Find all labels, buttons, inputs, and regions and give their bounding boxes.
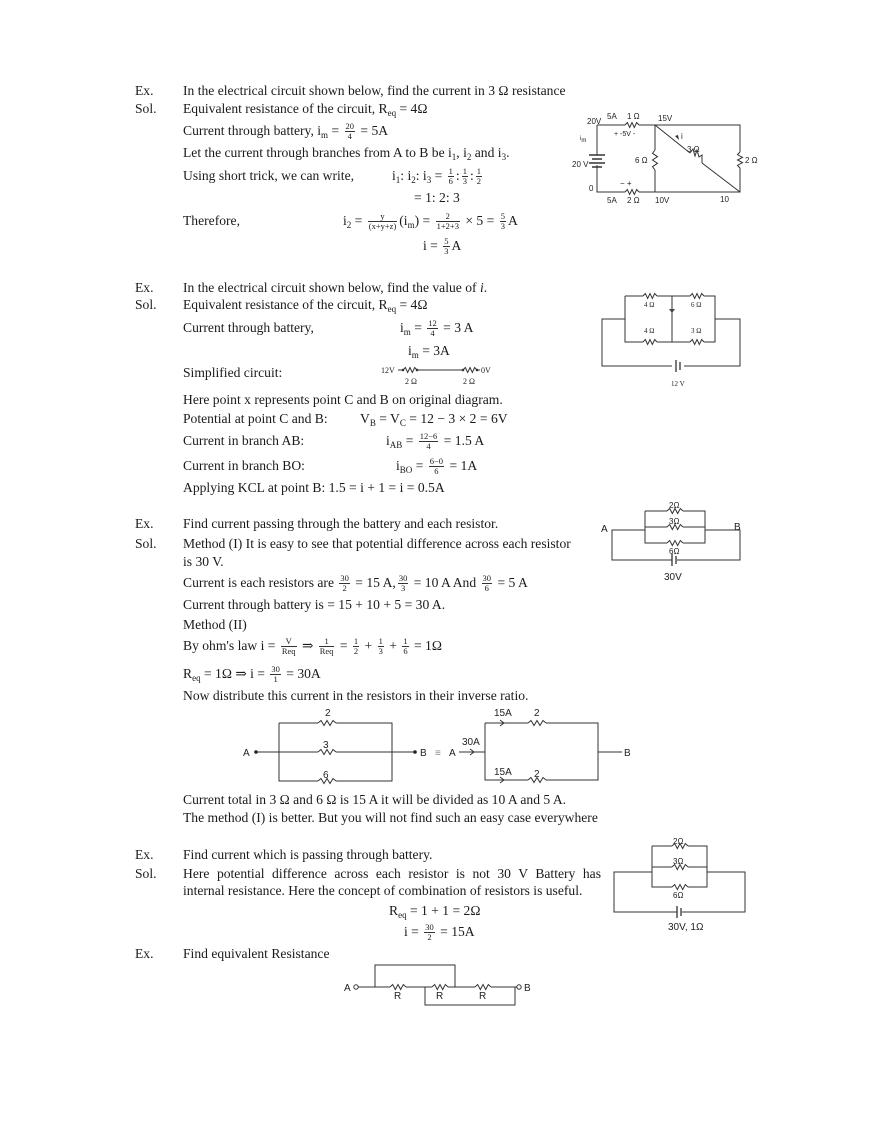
ex-label: Ex.: [135, 516, 154, 531]
sol3-line: [183, 809, 598, 827]
numerator: 12−6: [419, 431, 438, 442]
numerator: 30: [482, 573, 492, 584]
subscript: 1: [395, 175, 401, 185]
resistor-symbol: [318, 721, 336, 726]
denominator: 3: [378, 646, 383, 657]
label: 0: [589, 184, 594, 193]
label: 10V: [655, 196, 670, 205]
denominator: 2: [353, 646, 359, 657]
label: 10: [720, 195, 729, 204]
text-run: Current is each resistors are: [183, 575, 338, 590]
italic-var: i: [479, 280, 484, 295]
sol2-line: [183, 319, 314, 337]
denominator: 6: [403, 646, 408, 657]
resistor-symbol: [318, 750, 336, 755]
resistor-symbol: [667, 509, 683, 514]
sol2-math: [386, 432, 484, 450]
denominator: 3: [444, 246, 449, 257]
resistor-symbol: [625, 123, 639, 128]
denominator: 2: [476, 176, 481, 187]
sol1-line: [183, 122, 388, 140]
text-run: Method (II): [183, 617, 247, 632]
subscript: BO: [399, 465, 413, 475]
label: 6: [323, 770, 329, 781]
subscript: m: [321, 130, 329, 140]
sol2-line: [183, 479, 445, 497]
text-run: +: [361, 638, 376, 653]
numerator: V: [281, 637, 297, 647]
numerator: 1: [353, 636, 359, 647]
fraction: [378, 637, 384, 656]
question-5: [183, 945, 329, 963]
fraction: [424, 923, 435, 942]
resistor-symbol: [667, 541, 683, 546]
label: 3 Ω: [687, 145, 700, 154]
numerator: 20: [345, 121, 355, 132]
numerator: 12: [428, 318, 437, 329]
text-run: = 1: 2: 3: [414, 190, 460, 205]
denominator: Req: [281, 646, 296, 657]
circuit-1-diagram: [572, 112, 758, 205]
text-run: Find equivalent Resistance: [183, 946, 330, 961]
denominator: 3: [500, 221, 505, 232]
denominator: 6: [434, 466, 439, 477]
text-run: = 15 A,: [351, 575, 396, 590]
sol4-line: Here potential difference across each resistor is not 30 V Battery has: [183, 866, 601, 881]
sol1-line: [183, 144, 509, 162]
sol2-math: [400, 319, 474, 337]
text-run: .: [506, 145, 510, 160]
text-run: =: [410, 320, 426, 335]
text-run: Current in branch AB:: [183, 433, 305, 448]
text-run: Method (I) It is easy to see that potential difference across each resistor: [183, 536, 571, 551]
denominator: 6: [484, 583, 489, 594]
circuit-2-diagram: [602, 294, 740, 389]
subscript: eq: [192, 673, 201, 683]
text-run: Current in branch BO:: [183, 458, 305, 473]
label: 3Ω: [669, 517, 680, 526]
label: R: [436, 991, 444, 1002]
label: 2: [534, 769, 540, 780]
numerator: 1: [378, 636, 383, 647]
fraction: [482, 574, 493, 593]
text-run: By ohm's law i =: [183, 638, 279, 653]
numerator: 1: [403, 636, 408, 647]
label: 30V: [664, 572, 682, 583]
numerator: 6−0: [429, 456, 444, 467]
text-run: i: [392, 168, 396, 183]
text-run: = 5 A: [494, 575, 528, 590]
label: 5A: [607, 196, 617, 205]
ex-label: Ex.: [135, 946, 154, 961]
question-3: [183, 515, 498, 533]
label: R: [479, 991, 487, 1002]
text-run: A: [451, 238, 462, 253]
text-run: = 1.5 A: [440, 433, 485, 448]
text-run: Find current passing through the battery and each resistor.: [183, 516, 499, 531]
text-run: Current through battery,: [183, 320, 314, 335]
denominator: 2: [342, 583, 347, 594]
circuit-5-diagram: [344, 965, 531, 1005]
text-run: : i: [400, 168, 412, 183]
fraction: [443, 237, 449, 256]
label: 2 Ω: [745, 156, 758, 165]
text-run: = 3 A: [439, 320, 474, 335]
text-run: ⇒: [298, 638, 317, 653]
sol3-line: [183, 553, 224, 571]
denominator: 3: [400, 583, 406, 594]
label: B: [624, 748, 631, 759]
sol-label: Sol.: [135, 866, 157, 881]
sol1-line: [183, 167, 354, 185]
text-run: =: [402, 433, 417, 448]
text-run: = 15A: [436, 924, 475, 939]
subscript: AB: [389, 440, 403, 450]
label: 15A: [494, 767, 512, 778]
text-run: i: [343, 213, 347, 228]
label: 30V, 1Ω: [668, 922, 704, 933]
text-run: Current total in 3 Ω and 6 Ω is 15 A it will be divided as 10 A and 5 A.: [183, 792, 567, 807]
sol1-line: [183, 212, 240, 230]
sol-label: Sol.: [135, 536, 157, 551]
label: 6 Ω: [691, 301, 702, 309]
subscript: eq: [398, 910, 407, 920]
denominator: 2: [427, 932, 432, 943]
resistor-symbol: [672, 844, 688, 849]
fraction: [427, 319, 438, 338]
text-run: =: [351, 213, 366, 228]
subscript: 2: [411, 175, 416, 185]
label: 30A: [462, 737, 480, 748]
text-run: = 1Ω: [410, 638, 442, 653]
sol2-math: [360, 410, 508, 428]
text-run: ) =: [414, 213, 434, 228]
resistor-symbol: [403, 368, 417, 373]
denominator: 6: [448, 176, 453, 187]
label: B: [734, 522, 741, 533]
fraction: [419, 432, 439, 451]
sol-label: Sol.: [135, 297, 157, 312]
label: 2Ω: [673, 837, 684, 846]
circuit-3-diagram: [601, 501, 741, 583]
sol3-line: [183, 665, 321, 683]
subscript: 2: [466, 152, 472, 162]
text-run: =: [412, 458, 427, 473]
resistor-symbol: [318, 779, 336, 784]
text-run: and i: [471, 145, 502, 160]
label: 15V: [658, 114, 673, 123]
numerator: 1: [462, 166, 467, 177]
ex-label: Ex.: [135, 83, 154, 98]
sol1-math: [392, 167, 484, 185]
fraction: [345, 122, 356, 141]
text-run: Current through battery, i: [183, 123, 322, 138]
text-run: i: [408, 343, 412, 358]
text-run: = 4Ω: [396, 101, 428, 116]
text-run: i: [386, 433, 390, 448]
fraction: [500, 212, 506, 231]
text-run: =: [336, 638, 351, 653]
resistor-symbol: [432, 985, 448, 990]
sol2-math: [396, 457, 477, 475]
resistor-symbol: [643, 340, 657, 345]
numerator: 5: [444, 236, 449, 247]
resistor-symbol: [528, 721, 546, 726]
sol4-math: [389, 902, 480, 920]
subscript: m: [411, 350, 419, 360]
label: 12V: [381, 366, 395, 375]
sol3-line: [183, 616, 247, 634]
fraction: [398, 574, 409, 593]
numerator: 30: [398, 573, 408, 584]
text-run: , i: [456, 145, 467, 160]
numerator: 1: [448, 166, 453, 177]
label: A: [243, 748, 250, 759]
text-run: Equivalent resistance of the circuit, R: [183, 101, 388, 116]
label: A: [344, 983, 351, 994]
resistor-symbol: [672, 885, 688, 890]
resistor-symbol: [528, 778, 546, 783]
denominator: 3: [462, 176, 467, 187]
sol3-line: [183, 535, 571, 553]
numerator: 30: [425, 922, 434, 933]
fraction: [448, 167, 454, 186]
resistor-symbol: [667, 525, 683, 530]
label: A: [449, 748, 456, 759]
label: 2 Ω: [463, 377, 475, 386]
text-run: i: [396, 458, 400, 473]
text-run: Applying KCL at point B: 1.5 = i + 1 = i = 0.5A: [183, 480, 445, 495]
text-run: Therefore,: [183, 213, 240, 228]
resistor-symbol: [625, 190, 639, 195]
ex-label: Ex.: [135, 280, 154, 295]
sol3-line: [183, 791, 566, 809]
fraction: [476, 167, 482, 186]
denominator: 4: [430, 328, 435, 339]
text-run: Equivalent resistance of the circuit, R: [183, 297, 388, 312]
label: 6Ω: [669, 547, 680, 556]
text-run: = V: [375, 411, 400, 426]
label: im: [580, 136, 587, 144]
numerator: 30: [271, 664, 280, 675]
text-run: i =: [404, 924, 423, 939]
text-run: R: [389, 903, 399, 918]
denominator: 1+2+3: [436, 221, 459, 232]
label: 6 Ω: [635, 156, 648, 165]
sol1-line: [183, 100, 427, 118]
text-run: Simplified circuit:: [183, 365, 283, 380]
fraction: [402, 637, 408, 656]
text-run: = 4Ω: [396, 297, 428, 312]
numerator: 1: [319, 637, 335, 647]
label: A: [601, 524, 608, 535]
label: 2 Ω: [405, 377, 417, 386]
numerator: 2: [436, 212, 460, 222]
subscript: C: [399, 418, 406, 428]
sol2-line: [183, 432, 304, 450]
fraction: [319, 637, 335, 656]
label: ≡: [435, 748, 441, 759]
label: B: [524, 983, 531, 994]
label: 15A: [494, 708, 512, 719]
text-run: = 10 A And: [410, 575, 480, 590]
ex-label: Ex.: [135, 847, 154, 862]
resistor-symbol: [672, 865, 688, 870]
text-run: R: [183, 666, 193, 681]
label: 6Ω: [673, 891, 684, 900]
denominator: (x+y+z): [368, 221, 397, 232]
text-run: V: [360, 411, 370, 426]
sol2-line: [183, 410, 328, 428]
resistor-symbol: [475, 985, 491, 990]
text-run: i =: [423, 238, 442, 253]
sol2-line: [183, 364, 282, 382]
sol3-line: [183, 687, 528, 705]
text-run: = 5A: [357, 123, 389, 138]
denominator: 1: [273, 674, 278, 685]
denominator: 4: [347, 131, 352, 142]
resistor-symbol: [690, 294, 704, 299]
text-run: =: [328, 123, 343, 138]
text-run: : i: [415, 168, 427, 183]
text-run: = 3A: [418, 343, 450, 358]
resistor-symbol: [690, 340, 704, 345]
subscript: 3: [426, 175, 432, 185]
text-run: internal resistance. Here the concept of combination of resistors is useful.: [183, 883, 583, 898]
resistor-symbol: [653, 150, 658, 170]
text-run: = 1 + 1 = 2Ω: [406, 903, 481, 918]
text-run: +: [385, 638, 401, 653]
subscript: B: [369, 418, 376, 428]
label: 4 Ω: [644, 327, 655, 335]
fraction: [436, 212, 460, 231]
subscript: m: [407, 220, 415, 230]
label: 2Ω: [669, 501, 680, 510]
label: 3 Ω: [691, 327, 702, 335]
fraction: [339, 574, 350, 593]
fraction: [462, 167, 468, 186]
label: R: [394, 991, 402, 1002]
denominator: Req: [319, 646, 334, 657]
numerator: 1: [476, 166, 481, 177]
text-run: The method (I) is better. But you will not find such an easy case everywhere: [183, 810, 598, 825]
sol4-line: [183, 882, 582, 900]
label: i: [681, 132, 683, 141]
text-run: A: [507, 213, 518, 228]
fraction: [429, 457, 444, 476]
subscript: eq: [387, 108, 397, 118]
text-run: = 1A: [446, 458, 478, 473]
sol1-math: [414, 189, 460, 207]
fraction: [368, 212, 398, 231]
subscript: m: [403, 327, 411, 337]
subscript: 2: [346, 220, 352, 230]
label: 2 Ω: [627, 196, 640, 205]
question-4: [183, 846, 432, 864]
numerator: y: [368, 212, 398, 222]
text-run: =: [431, 168, 446, 183]
text-run: :: [469, 168, 474, 183]
current-distribution-diagram: [243, 708, 631, 784]
sol3-line: [183, 596, 445, 614]
fraction: [353, 637, 359, 656]
sol-label: Sol.: [135, 101, 157, 116]
text-run: Current through battery is = 15 + 10 + 5 = 30 A.: [183, 597, 446, 612]
label: 2: [325, 708, 331, 719]
text-run: = 30A: [282, 666, 321, 681]
sol2-line: [183, 296, 427, 314]
text-run: .: [483, 280, 488, 295]
resistor-symbol: [463, 368, 477, 373]
circuit-4-diagram: [614, 837, 745, 933]
label: − +: [620, 179, 632, 188]
numerator: 5: [500, 211, 505, 222]
numerator: 30: [340, 573, 349, 584]
sol3-line: [183, 637, 442, 655]
fraction: [270, 665, 281, 684]
subscript: 1: [451, 152, 457, 162]
text-run: Here point x represents point C and B on original diagram.: [183, 392, 503, 407]
label: 20 V: [572, 160, 589, 169]
sol4-math: [404, 923, 475, 941]
label: 1 Ω: [627, 112, 640, 121]
text-run: Find current which is passing through battery.: [183, 847, 433, 862]
sol1-math: [343, 212, 518, 230]
text-run: Let the current through branches from A to B be i: [183, 145, 452, 160]
text-run: = 1Ω ⇒ i =: [200, 666, 269, 681]
simplified-circuit-diagram: [381, 366, 491, 386]
sol2-line: [183, 391, 503, 409]
text-run: Potential at point C and B:: [183, 411, 328, 426]
sol2-line: [183, 457, 305, 475]
text-run: In the electrical circuit shown below, find the value of: [183, 280, 480, 295]
label: 2: [534, 708, 540, 719]
text-run: Using short trick, we can write,: [183, 168, 355, 183]
text-run: = 12 − 3 × 2 = 6V: [405, 411, 508, 426]
sol2-math: [408, 342, 450, 360]
label: 0V: [481, 366, 491, 375]
label: 4 Ω: [644, 301, 655, 309]
sol3-line: [183, 574, 528, 592]
label: 5A: [607, 112, 617, 121]
question-1: [183, 82, 566, 100]
resistor-symbol: [738, 152, 743, 168]
text-run: Now distribute this current in the resistors in their inverse ratio.: [183, 688, 529, 703]
label: + -5V -: [614, 131, 636, 138]
label: 20V: [587, 117, 602, 126]
subscript: 3: [501, 152, 507, 162]
resistor-symbol: [643, 294, 657, 299]
label: 12 V: [671, 380, 685, 388]
fraction: [281, 637, 297, 656]
label: 3: [323, 740, 329, 751]
denominator: 4: [426, 441, 431, 452]
text-run: is 30 V.: [183, 554, 224, 569]
text-run: :: [455, 168, 460, 183]
sol1-math: [423, 237, 461, 255]
label: B: [420, 748, 427, 759]
resistor-symbol: [390, 985, 406, 990]
label: 3Ω: [673, 857, 684, 866]
text-run: (i: [399, 213, 408, 228]
subscript: eq: [387, 304, 397, 314]
question-2: [183, 279, 487, 297]
text-run: In the electrical circuit shown below, find the current in 3 Ω resistance: [183, 83, 566, 98]
text-run: i: [400, 320, 404, 335]
text-run: × 5 =: [461, 213, 498, 228]
